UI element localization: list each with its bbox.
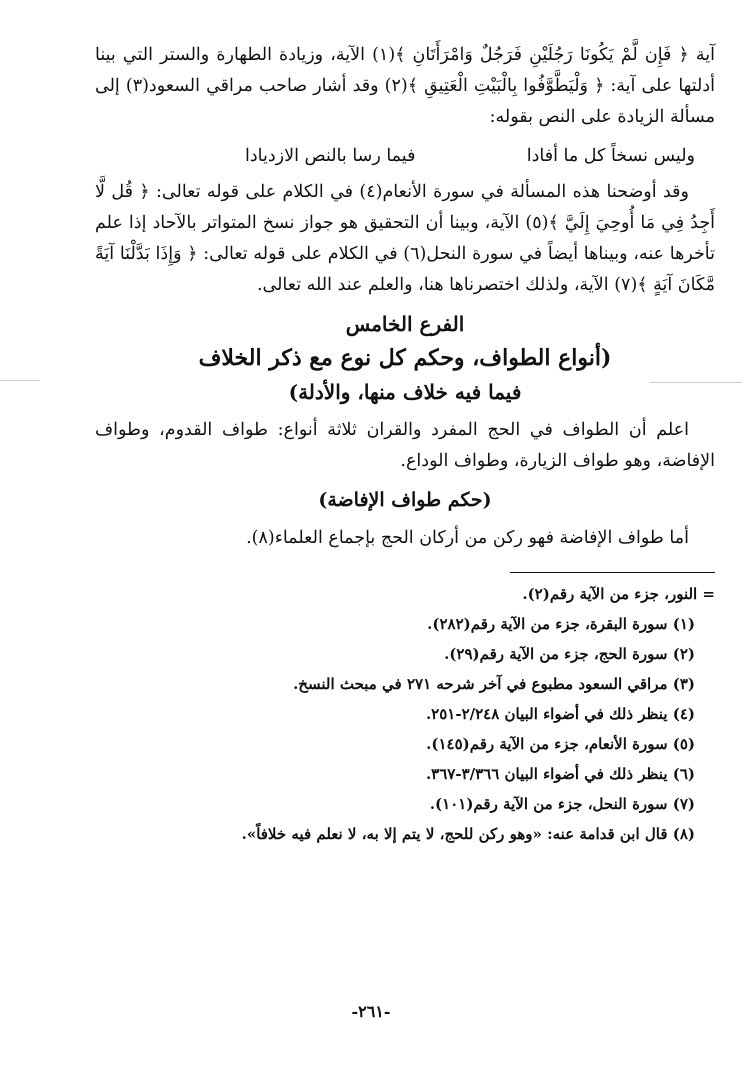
footnote-6: (٦) ينظر ذلك في أضواء البيان ٣/٣٦٦-٣٦٧. <box>425 765 695 783</box>
page-body <box>95 40 715 849</box>
footnote-4: (٤) ينظر ذلك في أضواء البيان ٢/٢٤٨-٢٥١. <box>425 705 695 723</box>
section-title-line-1: (أنواع الطواف، وحكم كل نوع مع ذكر الخلاف <box>198 345 612 371</box>
footnote-5: (٥) سورة الأنعام، جزء من الآية رقم(١٤٥). <box>426 735 695 753</box>
section-branch-heading: الفرع الخامس <box>345 312 465 336</box>
footnote-2: (٢) سورة الحج، جزء من الآية رقم(٢٩). <box>444 645 695 663</box>
scan-artifact-line <box>650 382 742 383</box>
footnote-separator <box>510 572 715 573</box>
section-title-line-2: فيما فيه خلاف منها، والأدلة) <box>288 380 522 404</box>
footnote-3: (٣) مراقي السعود مطبوع في آخر شرحه ٢٧١ في مبحث النسخ. <box>293 675 695 693</box>
paragraph-2: وقد أوضحنا هذه المسألة في سورة الأنعام(٤) في الكلام على قوله تعالى: ﴿ قُل لَّا أَجِدُ فِي مَا أُوحِيَ إِلَيَّ ﴾(٥) الآية، وبينا أن التحقيق هو جواز نسخ المتواتر بالآحاد إذا علم تأخرها عنه، وبيناها أيضاً في سورة النحل(٦) في الكلام على قوله تعالى: ﴿ وَإِذَا بَدَّلْنَا آيَةً مَّكَانَ آيَةٍ ﴾(٧) الآية، ولذلك اختصرناها هنا، والعلم عند الله تعالى. <box>95 182 715 295</box>
footnote-1: (١) سورة البقرة، جزء من الآية رقم(٢٨٢). <box>427 615 695 633</box>
paragraph-1: آية ﴿ فَإِن لَّمْ يَكُونَا رَجُلَيْنِ فَرَجُلٌ وَامْرَأَتَانِ ﴾(١) الآية، وزيادة الطهارة والستر التي بينا أدلتها على آية: ﴿ وَلْيَطَّوَّفُوا بِالْبَيْتِ الْعَتِيقِ ﴾(٢) وقد أشار صاحب مراقي السعود(٣) إلى مسألة الزيادة على النص بقوله: <box>95 45 716 127</box>
scan-artifact-line <box>0 380 40 381</box>
page-number: -٢٦١- <box>351 1002 391 1021</box>
paragraph-3: اعلم أن الطواف في الحج المفرد والقران ثلاثة أنواع: طواف القدوم، وطواف الإفاضة، وهو طواف الزيارة، وطواف الوداع. <box>95 420 715 471</box>
footnote-continuation: = النور، جزء من الآية رقم(٢). <box>522 585 715 603</box>
verse-second-half: فيما رسا بالنص الازديادا <box>245 146 416 166</box>
footnote-8: (٨) قال ابن قدامة عنه: «وهو ركن للحج، لا يتم إلا به، لا نعلم فيه خلافاً». <box>241 825 695 843</box>
subsection-heading: (حكم طواف الإفاضة) <box>318 489 492 511</box>
verse-first-half: وليس نسخاً كل ما أفادا <box>526 146 695 166</box>
poetry-verse <box>95 141 715 171</box>
paragraph-4: أما طواف الإفاضة فهو ركن من أركان الحج بإجماع العلماء(٨). <box>246 528 689 548</box>
footnote-7: (٧) سورة النحل، جزء من الآية رقم(١٠١). <box>429 795 695 813</box>
footnotes <box>95 579 715 849</box>
